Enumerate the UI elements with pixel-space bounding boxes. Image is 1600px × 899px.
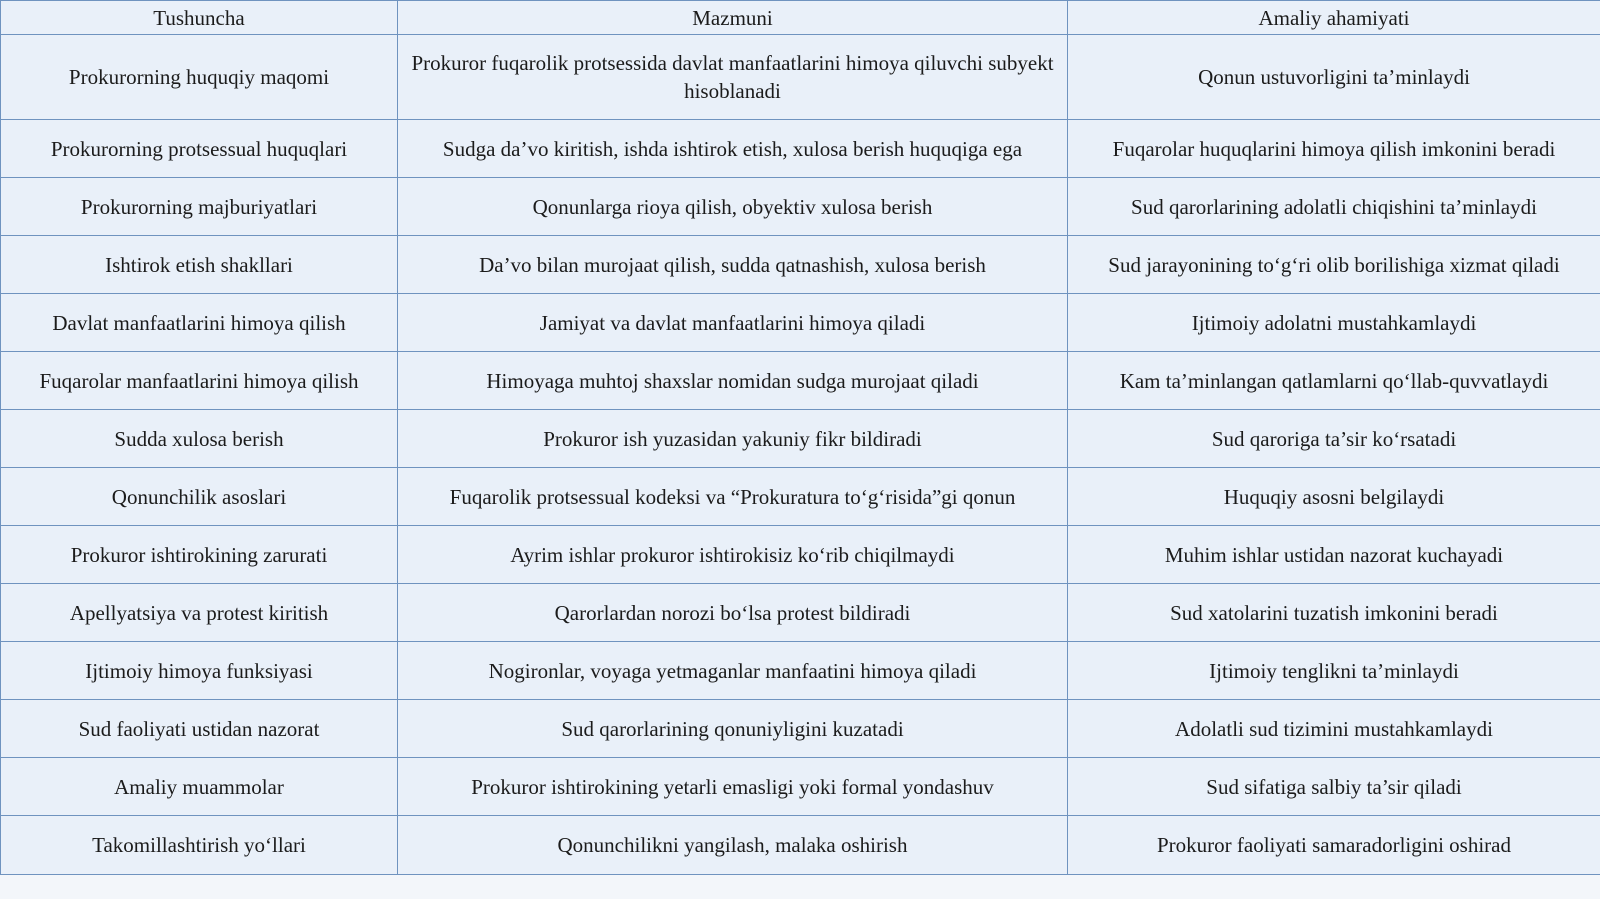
table-row xyxy=(1,236,1600,294)
cell-concept: Sud faoliyati ustidan nazorat xyxy=(1,700,398,758)
cell-significance: Qonun ustuvorligini ta’minlaydi xyxy=(1068,35,1600,120)
cell-concept: Prokuror ishtirokining zarurati xyxy=(1,526,398,584)
cell-significance: Ijtimoiy tenglikni ta’minlaydi xyxy=(1068,642,1600,700)
header-content: Mazmuni xyxy=(398,1,1068,35)
cell-content: Sudga da’vo kiritish, ishda ishtirok etish, xulosa berish huquqiga ega xyxy=(398,120,1068,178)
table-row xyxy=(1,700,1600,758)
cell-significance: Sud xatolarini tuzatish imkonini beradi xyxy=(1068,584,1600,642)
cell-content: Fuqarolik protsessual kodeksi va “Prokuratura to‘g‘risida”gi qonun xyxy=(398,468,1068,526)
cell-content: Da’vo bilan murojaat qilish, sudda qatnashish, xulosa berish xyxy=(398,236,1068,294)
cell-significance: Kam ta’minlangan qatlamlarni qo‘llab-quvvatlaydi xyxy=(1068,352,1600,410)
table-row xyxy=(1,294,1600,352)
cell-concept: Apellyatsiya va protest kiritish xyxy=(1,584,398,642)
header-row xyxy=(1,1,1600,35)
cell-content: Nogironlar, voyaga yetmaganlar manfaatini himoya qiladi xyxy=(398,642,1068,700)
cell-concept: Davlat manfaatlarini himoya qilish xyxy=(1,294,398,352)
cell-concept: Prokurorning protsessual huquqlari xyxy=(1,120,398,178)
header-concept: Tushuncha xyxy=(1,1,398,35)
cell-content: Jamiyat va davlat manfaatlarini himoya qiladi xyxy=(398,294,1068,352)
cell-significance: Sud qaroriga ta’sir ko‘rsatadi xyxy=(1068,410,1600,468)
table-row xyxy=(1,526,1600,584)
cell-content: Prokuror ishtirokining yetarli emasligi yoki formal yondashuv xyxy=(398,758,1068,816)
cell-content: Qonunchilikni yangilash, malaka oshirish xyxy=(398,816,1068,875)
cell-significance: Sud jarayonining to‘g‘ri olib borilishiga xizmat qiladi xyxy=(1068,236,1600,294)
table-row xyxy=(1,120,1600,178)
cell-concept: Prokurorning majburiyatlari xyxy=(1,178,398,236)
cell-concept: Ishtirok etish shakllari xyxy=(1,236,398,294)
cell-content: Sud qarorlarining qonuniyligini kuzatadi xyxy=(398,700,1068,758)
cell-significance: Muhim ishlar ustidan nazorat kuchayadi xyxy=(1068,526,1600,584)
table-row xyxy=(1,642,1600,700)
cell-content: Prokuror fuqarolik protsessida davlat manfaatlarini himoya qiluvchi subyekt hisoblanadi xyxy=(398,35,1068,120)
cell-significance: Sud sifatiga salbiy ta’sir qiladi xyxy=(1068,758,1600,816)
cell-concept: Ijtimoiy himoya funksiyasi xyxy=(1,642,398,700)
cell-concept: Sudda xulosa berish xyxy=(1,410,398,468)
cell-concept: Qonunchilik asoslari xyxy=(1,468,398,526)
table-row xyxy=(1,468,1600,526)
cell-content: Prokuror ish yuzasidan yakuniy fikr bildiradi xyxy=(398,410,1068,468)
table-row xyxy=(1,352,1600,410)
table-row xyxy=(1,178,1600,236)
cell-significance: Huquqiy asosni belgilaydi xyxy=(1068,468,1600,526)
table-row xyxy=(1,410,1600,468)
cell-concept: Takomillashtirish yo‘llari xyxy=(1,816,398,875)
cell-content: Himoyaga muhtoj shaxslar nomidan sudga murojaat qiladi xyxy=(398,352,1068,410)
table-row xyxy=(1,35,1600,120)
cell-content: Qonunlarga rioya qilish, obyektiv xulosa berish xyxy=(398,178,1068,236)
header-significance: Amaliy ahamiyati xyxy=(1068,1,1600,35)
table-row xyxy=(1,758,1600,816)
cell-significance: Ijtimoiy adolatni mustahkamlaydi xyxy=(1068,294,1600,352)
cell-significance: Sud qarorlarining adolatli chiqishini ta’minlaydi xyxy=(1068,178,1600,236)
cell-concept: Amaliy muammolar xyxy=(1,758,398,816)
cell-concept: Fuqarolar manfaatlarini himoya qilish xyxy=(1,352,398,410)
cell-significance: Prokuror faoliyati samaradorligini oshirad xyxy=(1068,816,1600,875)
cell-content: Ayrim ishlar prokuror ishtirokisiz ko‘rib chiqilmaydi xyxy=(398,526,1068,584)
cell-concept: Prokurorning huquqiy maqomi xyxy=(1,35,398,120)
cell-significance: Adolatli sud tizimini mustahkamlaydi xyxy=(1068,700,1600,758)
table-row xyxy=(1,816,1600,875)
cell-significance: Fuqarolar huquqlarini himoya qilish imkonini beradi xyxy=(1068,120,1600,178)
table-row xyxy=(1,584,1600,642)
cell-content: Qarorlardan norozi bo‘lsa protest bildiradi xyxy=(398,584,1068,642)
